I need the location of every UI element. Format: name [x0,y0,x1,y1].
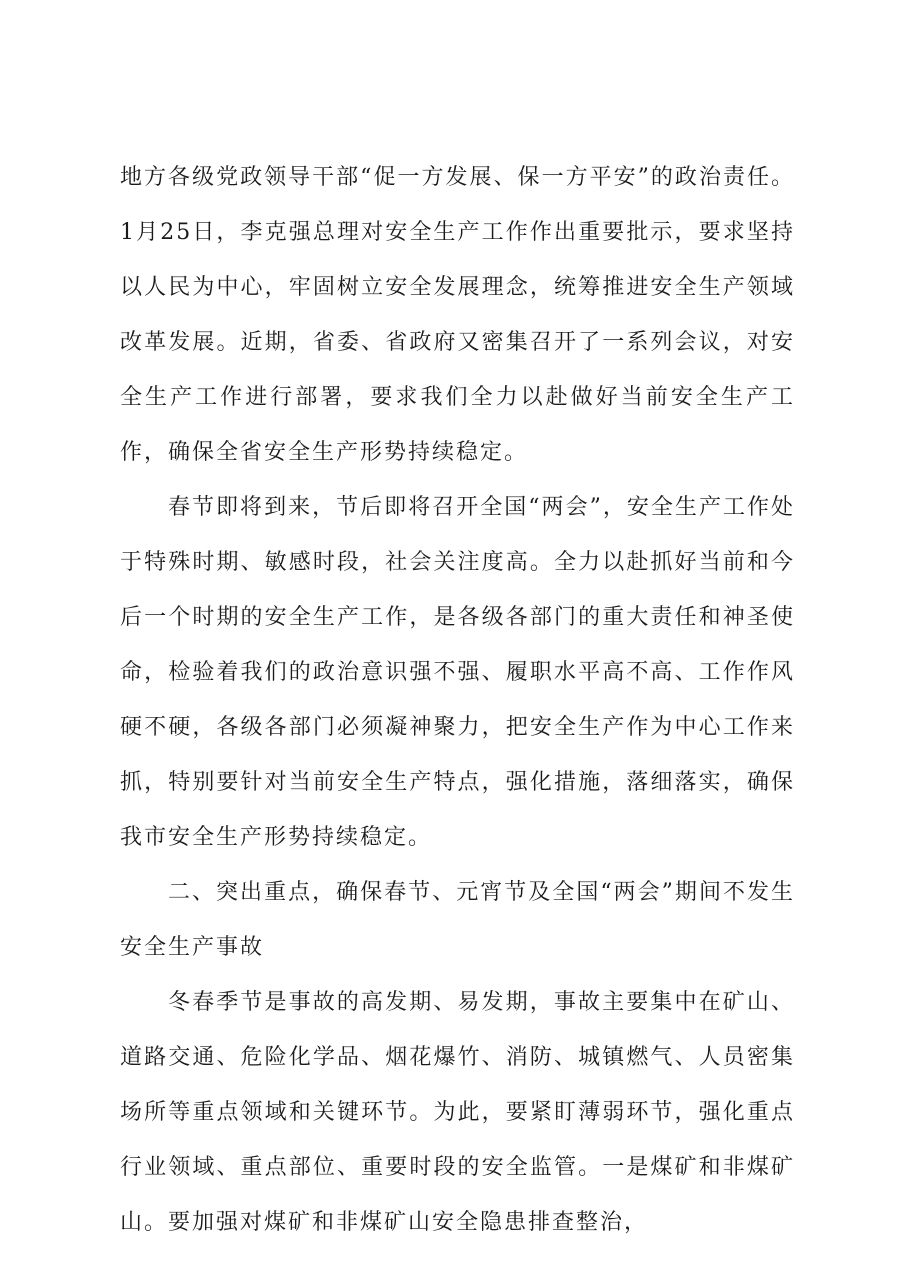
paragraph-spring-festival: 春节即将到来，节后即将召开全国“两会”，安全生产工作处于特殊时期、敏感时段，社会关注度高。全力以赴抓好当前和今后一个时期的安全生产工作，是各级各部门的重大责任和神圣使命，检验着我们的政治意识强不强、履职水平高不高、工作作风硬不硬，各级各部门必须凝神聚力，把安全生产作为中心工作来抓，特别要针对当前安全生产特点，强化措施，落细落实，确保我市安全生产形势持续稳定。 [120,495,795,850]
paragraph-winter-spring: 冬春季节是事故的高发期、易发期，事故主要集中在矿山、道路交通、危险化学品、烟花爆竹、消防、城镇燃气、人员密集场所等重点领域和关键环节。为此，要紧盯薄弱环节，强化重点行业领域、重点部位、重要时段的安全监管。一是煤矿和非煤矿山。要加强对煤矿和非煤矿山安全隐患排查整治， [120,990,795,1235]
paragraph-continuation: 地方各级党政领导干部“促一方发展、保一方平安”的政治责任。1月25日，李克强总理对安全生产工作作出重要批示，要求坚持以人民为中心，牢固树立安全发展理念，统筹推进安全生产领域改革发展。近期，省委、省政府又密集召开了一系列会议，对安全生产工作进行部署，要求我们全力以赴做好当前安全生产工作，确保全省安全生产形势持续稳定。 [120,165,795,465]
document-body [120,150,795,1250]
section-heading-two: 二、突出重点，确保春节、元宵节及全国“两会”期间不发生安全生产事故 [120,880,795,960]
